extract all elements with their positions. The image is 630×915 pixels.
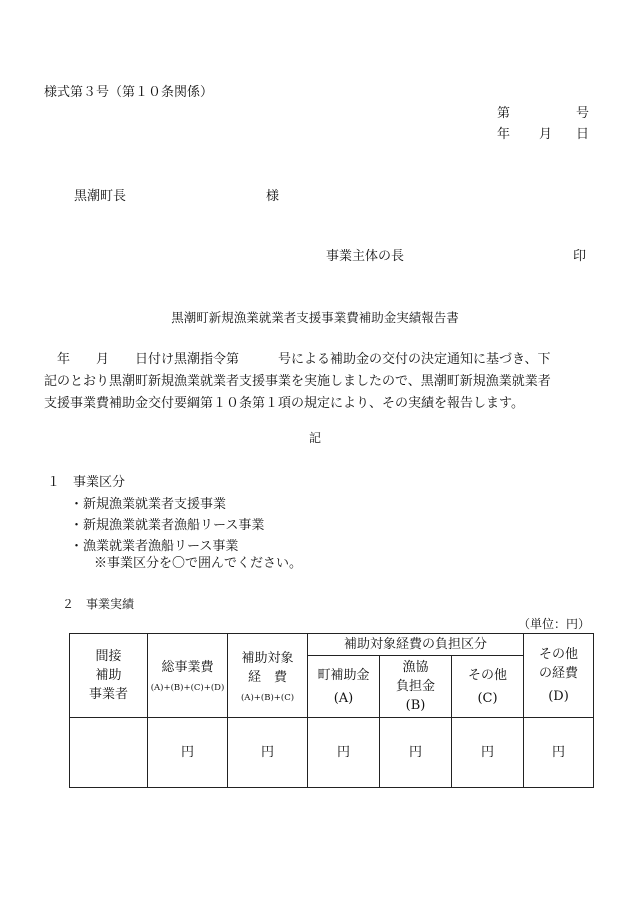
form-number: 様式第３号（第１０条関係） [44, 85, 214, 100]
yen-unit: 円 [260, 745, 274, 760]
header-town-label: 町補助金 [317, 667, 370, 683]
header-other [452, 656, 524, 718]
section1-list [70, 494, 264, 557]
addressee-honorific: 様 [266, 189, 280, 204]
yen-unit: 円 [180, 745, 194, 760]
doc-number-prefix: 第 [497, 106, 511, 121]
section2-heading: ２ 事業実績 [62, 597, 135, 611]
list-item: ・新規漁業就業者支援事業 [70, 497, 227, 512]
list-item: ・新規漁業就業者漁船リース事業 [70, 518, 265, 533]
yen-unit: 円 [481, 745, 495, 760]
ki-heading: 記 [308, 431, 321, 445]
header-target-label-1: 補助対象 [241, 650, 294, 666]
table-row [70, 718, 594, 788]
header-indirect-recipient: 間接 補助 事業者 [70, 634, 148, 718]
body-paragraph [44, 349, 590, 415]
doc-number-suffix: 号 [575, 106, 589, 121]
header-burden-group: 補助対象経費の負担区分 [308, 634, 524, 656]
cell-other-cost[interactable] [524, 718, 594, 788]
header-other-label: その他 [468, 667, 508, 683]
section1-note: ※事業区分を〇で囲んでください。 [94, 556, 303, 571]
yen-unit: 円 [552, 745, 566, 760]
header-target-cost [228, 634, 308, 718]
sender-title: 事業主体の長 [326, 249, 405, 264]
header-total-label: 総事業費 [161, 660, 214, 675]
header-other-code: (C) [477, 690, 498, 706]
header-fishery-label-1: 漁協 [402, 660, 429, 675]
date-year: 年 [497, 127, 511, 142]
header-target-formula: (A)+(B)+(C) [240, 692, 295, 703]
header-town-subsidy [308, 656, 380, 718]
cell-indirect-recipient[interactable] [70, 718, 148, 788]
header-fishery-code: (B) [405, 698, 426, 713]
cell-target-cost[interactable] [228, 718, 308, 788]
list-item: ・漁業就業者漁船リース事業 [70, 539, 239, 554]
header-target-label-2: 経 費 [247, 669, 287, 685]
date-day: 日 [575, 127, 589, 142]
cell-town-subsidy[interactable] [308, 718, 380, 788]
body-line: 記のとおり黒潮町新規漁業就業者支援事業を実施しましたので、黒潮町新規漁業就業者 [44, 374, 551, 389]
header-other-cost-label-2: の経費 [539, 666, 579, 681]
yen-unit: 円 [408, 745, 422, 760]
header-town-code: (A) [333, 690, 354, 706]
cell-total-cost[interactable] [148, 718, 228, 788]
header-fishery-label-2: 負担金 [395, 679, 435, 694]
date-month: 月 [539, 127, 553, 142]
section1-heading: １ 事業区分 [47, 475, 126, 490]
yen-unit: 円 [336, 745, 350, 760]
header-other-cost-code: (D) [548, 689, 569, 704]
unit-label: （単位：円） [518, 617, 591, 631]
cell-fishery-coop[interactable] [380, 718, 452, 788]
body-line: 年 月 日付け黒潮指令第 号による補助金の交付の決定通知に基づき、下 [44, 352, 551, 367]
results-table [69, 633, 594, 788]
header-other-cost [524, 634, 594, 718]
document-title: 黒潮町新規漁業就業者支援事業費補助金実績報告書 [171, 310, 459, 325]
header-other-cost-label-1: その他 [539, 647, 579, 662]
body-line: 支援事業費補助金交付要綱第１０条第１項の規定により、その実績を報告します。 [44, 396, 524, 411]
header-fishery-coop [380, 656, 452, 718]
addressee-name: 黒潮町長 [74, 189, 127, 204]
header-total-formula: (A)+(B)+(C)+(D) [150, 683, 225, 693]
header-total-cost [148, 634, 228, 718]
cell-other[interactable] [452, 718, 524, 788]
seal-mark: 印 [573, 249, 587, 264]
